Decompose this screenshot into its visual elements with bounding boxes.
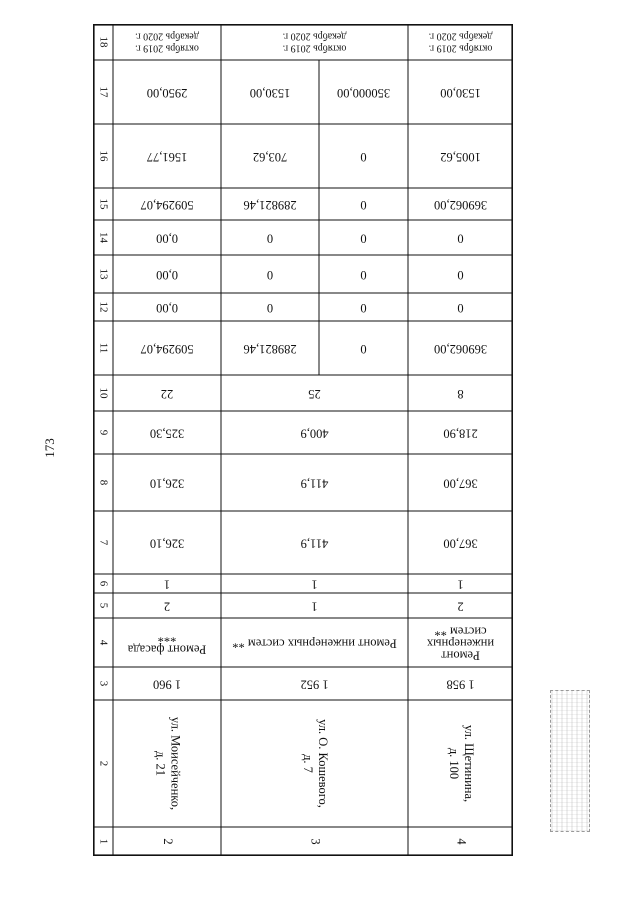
column-number-4 xyxy=(97,640,109,646)
row-2-period-line: декабрь 2020 г. xyxy=(135,30,199,42)
row-3-sub1-col-12-line: 0 xyxy=(266,301,274,316)
row-4-col-12 xyxy=(457,301,463,315)
row-4-col-16-line: 1005,62 xyxy=(440,150,481,165)
row-3-sub1-col-11-line: 289821,46 xyxy=(243,342,297,357)
row-3-number-line: 3 xyxy=(308,838,323,845)
row-3-col-9-line: 400,9 xyxy=(300,426,329,441)
row-3-sub1-col-13-line: 0 xyxy=(266,268,274,283)
row-3-number xyxy=(309,838,323,844)
row-4-work-type-line: систем ** xyxy=(434,624,487,639)
row-4-col-5 xyxy=(457,600,463,614)
row-3-sub1-col-17-line: 1530,00 xyxy=(249,86,291,101)
row-2-col-12-line: 0,00 xyxy=(156,301,178,316)
row-3-sub1-col-14-line: 0 xyxy=(266,231,274,246)
row-2-col-10 xyxy=(161,387,174,401)
page-number: 173 xyxy=(42,438,57,458)
row-2-col-16 xyxy=(147,150,188,164)
row-3-col-10 xyxy=(308,387,321,401)
row-3-sub2-col-15 xyxy=(360,198,366,212)
column-number-6 xyxy=(97,581,109,587)
row-4-work-type xyxy=(426,625,494,663)
row-4-col-7 xyxy=(443,537,477,551)
library-stamp xyxy=(550,690,590,832)
column-number-3-line: 3 xyxy=(97,680,110,687)
row-2-address-line: д. 21 xyxy=(153,750,168,777)
row-4-col-11 xyxy=(434,342,487,356)
row-2-work-type-line: *** xyxy=(157,630,177,645)
row-2-col-8 xyxy=(150,477,184,491)
row-2-col-7 xyxy=(150,537,184,551)
row-4-year-line: 1 958 xyxy=(446,677,475,692)
row-3-address-line: д. 7 xyxy=(301,754,316,773)
row-4-work-type-line: Ремонт xyxy=(441,648,480,663)
column-number-9-line: 9 xyxy=(97,429,110,436)
row-4-col-12-line: 0 xyxy=(457,301,464,316)
column-number-12-line: 12 xyxy=(97,301,110,313)
row-3-col-8 xyxy=(301,477,329,491)
column-number-7 xyxy=(97,540,109,546)
row-3-period xyxy=(283,31,347,54)
row-3-period-line: декабрь 2020 г. xyxy=(282,30,347,42)
row-4-col-13-line: 0 xyxy=(457,268,464,283)
row-4-col-10 xyxy=(457,387,463,401)
column-number-17 xyxy=(97,87,109,99)
column-number-10-line: 10 xyxy=(97,387,110,399)
row-2-col-9 xyxy=(150,427,184,441)
row-2-col-11 xyxy=(140,342,193,356)
row-4-period-line: октябрь 2019 г. xyxy=(428,42,493,54)
row-3-sub1-col-16 xyxy=(253,150,287,164)
row-4-col-17 xyxy=(440,86,481,100)
row-3-sub2-col-11-line: 0 xyxy=(360,342,367,357)
column-number-16 xyxy=(97,151,109,163)
column-number-11 xyxy=(97,343,109,354)
column-number-3 xyxy=(97,681,109,687)
row-4-col-9 xyxy=(443,427,477,441)
row-3-sub1-col-17 xyxy=(250,86,291,100)
row-4-period-line: декабрь 2020 г. xyxy=(428,30,493,42)
column-number-7-line: 7 xyxy=(97,539,110,546)
row-4-col-8-line: 367,00 xyxy=(443,476,478,491)
row-2-work-type-line: Ремонт фасада xyxy=(127,642,207,657)
column-number-2 xyxy=(97,761,109,767)
row-2-col-13-line: 0,00 xyxy=(156,268,178,283)
row-2-col-10-line: 22 xyxy=(160,387,174,402)
column-number-1 xyxy=(97,839,109,845)
row-4-address xyxy=(447,725,476,802)
row-2-col-13 xyxy=(156,268,178,282)
row-2-col-14-line: 0,00 xyxy=(156,231,178,246)
row-4-year xyxy=(446,678,474,692)
column-number-9 xyxy=(97,430,109,436)
row-3-sub2-col-11 xyxy=(360,342,366,356)
row-2-col-6 xyxy=(164,578,170,592)
row-3-period-line: октябрь 2019 г. xyxy=(282,42,347,54)
column-number-1-line: 1 xyxy=(97,838,110,845)
row-3-sub1-col-15-line: 289821,46 xyxy=(243,198,297,213)
row-2-address-line: ул. Моисейченко, xyxy=(168,716,183,811)
row-2-col-9-line: 325,30 xyxy=(149,426,185,441)
row-2-period xyxy=(135,31,199,54)
row-4-col-15 xyxy=(434,198,487,212)
column-number-8 xyxy=(97,480,109,486)
row-4-col-6 xyxy=(457,578,463,592)
row-3-sub2-col-12-line: 0 xyxy=(360,301,367,316)
row-3-year-line: 1 952 xyxy=(300,677,329,692)
row-2-col-12 xyxy=(156,301,178,315)
column-number-17-line: 17 xyxy=(97,86,110,98)
column-number-4-line: 4 xyxy=(97,639,110,646)
row-2-col-5-line: 2 xyxy=(163,599,171,614)
row-4-col-5-line: 2 xyxy=(457,599,464,614)
row-3-col-5-line: 1 xyxy=(311,599,318,614)
row-3-sub2-col-17-line: 350000,00 xyxy=(336,86,391,101)
row-3-col-9 xyxy=(300,427,328,441)
row-3-sub2-col-16 xyxy=(360,150,366,164)
row-2-work-type xyxy=(127,631,206,657)
row-2-col-11-line: 509294,07 xyxy=(140,342,194,357)
row-3-address xyxy=(301,719,330,808)
row-2-col-14 xyxy=(156,232,178,246)
column-number-10 xyxy=(97,388,109,400)
column-number-15 xyxy=(97,199,109,211)
row-4-address-line: ул. Щетинина, xyxy=(462,724,477,803)
row-2-col-6-line: 1 xyxy=(163,577,171,592)
column-number-8-line: 8 xyxy=(97,479,110,486)
row-2-year-line: 1 960 xyxy=(152,677,182,692)
row-3-sub2-col-12 xyxy=(360,301,366,315)
row-2-col-17-line: 2950,00 xyxy=(146,86,188,101)
row-4-col-8 xyxy=(443,477,477,491)
row-4-col-7-line: 367,00 xyxy=(443,536,478,551)
row-3-work-type xyxy=(232,637,396,651)
column-number-16-line: 16 xyxy=(97,150,110,162)
row-2-col-17 xyxy=(147,86,188,100)
row-2-col-5 xyxy=(164,600,170,614)
row-3-sub1-col-11 xyxy=(243,342,296,356)
column-number-13 xyxy=(97,269,109,281)
row-3-col-7-line: 411,9 xyxy=(300,536,329,551)
row-2-period-line: октябрь 2019 г. xyxy=(135,42,199,54)
row-3-sub1-col-13 xyxy=(267,268,273,282)
row-3-sub2-col-14-line: 0 xyxy=(360,231,367,246)
table-grid xyxy=(93,24,513,856)
column-number-5-line: 5 xyxy=(97,602,110,609)
row-4-address-line: д. 100 xyxy=(447,747,462,780)
row-3-address-line: ул. О. Кошевого, xyxy=(316,719,331,808)
row-4-col-15-line: 369062,00 xyxy=(433,198,488,213)
column-number-2-line: 2 xyxy=(97,760,110,767)
column-number-14 xyxy=(97,232,109,244)
column-number-6-line: 6 xyxy=(97,580,110,587)
column-number-18-line: 18 xyxy=(97,36,110,48)
row-3-sub1-col-16-line: 703,62 xyxy=(252,150,288,165)
row-4-col-16 xyxy=(440,150,481,164)
row-3-sub2-col-13 xyxy=(360,268,366,282)
row-4-col-10-line: 8 xyxy=(457,387,464,402)
row-3-year xyxy=(300,678,328,692)
row-4-col-14 xyxy=(457,232,463,246)
row-4-period xyxy=(429,31,493,54)
row-4-number-line: 4 xyxy=(454,838,469,845)
column-number-15-line: 15 xyxy=(97,198,110,210)
row-3-sub2-col-14 xyxy=(360,232,366,246)
row-3-sub1-col-12 xyxy=(267,301,273,315)
row-4-col-17-line: 1530,00 xyxy=(440,86,481,101)
column-number-12 xyxy=(97,302,109,313)
row-4-col-11-line: 369062,00 xyxy=(433,342,488,357)
row-3-col-6 xyxy=(311,578,317,592)
row-4-col-6-line: 1 xyxy=(457,577,464,592)
row-3-col-6-line: 1 xyxy=(311,577,318,592)
row-3-col-8-line: 411,9 xyxy=(300,476,329,491)
row-2-col-15 xyxy=(140,198,193,212)
column-number-18 xyxy=(97,37,109,49)
row-3-sub2-col-16-line: 0 xyxy=(360,150,367,165)
row-2-year xyxy=(153,678,181,692)
row-4-col-13 xyxy=(457,268,463,282)
row-2-col-16-line: 1561,77 xyxy=(146,150,188,165)
row-3-sub2-col-17 xyxy=(337,86,390,100)
row-2-col-8-line: 326,10 xyxy=(149,476,185,491)
row-2-col-15-line: 509294,07 xyxy=(140,198,194,213)
row-3-sub2-col-13-line: 0 xyxy=(360,268,367,283)
row-4-number xyxy=(455,838,469,845)
row-3-col-7 xyxy=(301,537,329,551)
row-3-col-10-line: 25 xyxy=(308,387,321,402)
row-2-col-7-line: 326,10 xyxy=(149,536,185,551)
column-number-13-line: 13 xyxy=(97,268,110,280)
rotated-data-table xyxy=(93,24,513,856)
row-4-work-type-line: инженерных xyxy=(426,636,495,651)
row-4-col-14-line: 0 xyxy=(457,231,464,246)
row-3-col-5 xyxy=(311,600,317,614)
column-number-14-line: 14 xyxy=(97,232,110,243)
row-2-address xyxy=(154,717,183,810)
row-4-col-9-line: 218,90 xyxy=(443,426,478,441)
row-3-sub1-col-14 xyxy=(267,232,273,246)
row-3-work-type-line: Ремонт инженерных систем ** xyxy=(232,636,397,651)
column-number-5 xyxy=(97,603,109,609)
row-2-number-line: 2 xyxy=(161,838,176,845)
row-3-sub2-col-15-line: 0 xyxy=(360,198,367,213)
column-number-11-line: 11 xyxy=(97,342,110,354)
row-2-number xyxy=(161,838,175,844)
row-3-sub1-col-15 xyxy=(243,198,296,212)
